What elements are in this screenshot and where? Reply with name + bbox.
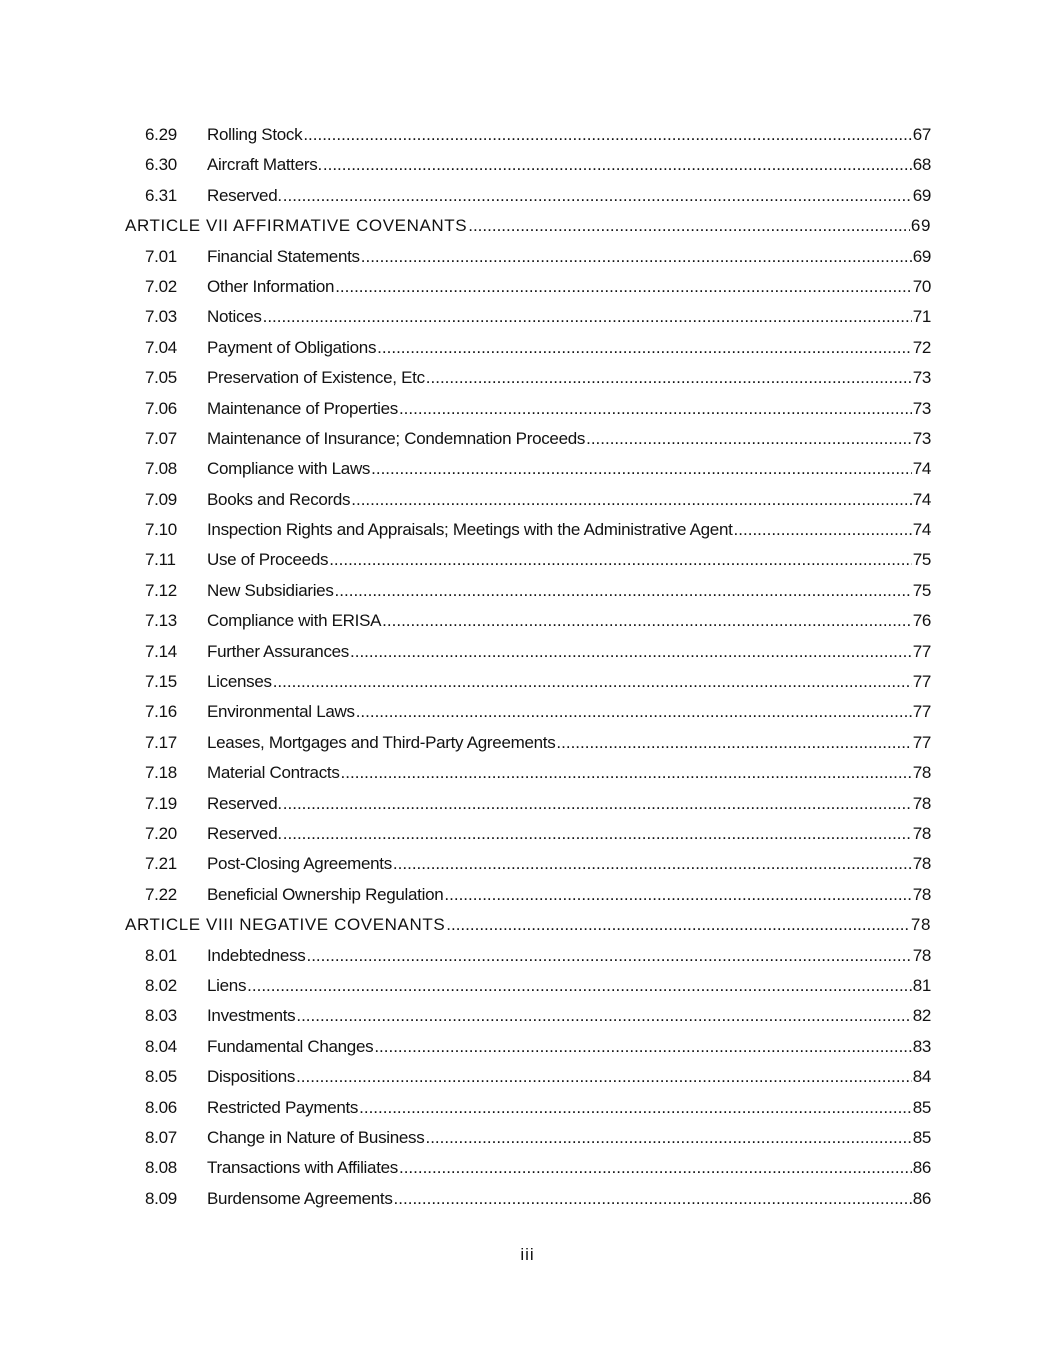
toc-section-title: Aircraft Matters. [207,155,322,175]
toc-section-title: ARTICLE VII AFFIRMATIVE COVENANTS [125,216,468,236]
toc-entry[interactable] [0,272,1055,302]
toc-line [207,849,931,879]
toc-entry[interactable] [0,637,1055,667]
toc-entry[interactable] [0,1001,1055,1031]
toc-page-number: 70 [912,276,931,296]
toc-page-number: 75 [912,550,931,570]
toc-page-number: 78 [912,854,931,874]
toc-page-number: 69 [912,246,931,266]
dot-leader [283,789,912,819]
toc-section-number: 7.08 [145,459,177,479]
toc-page-number: 74 [912,459,931,479]
toc-page-number: 72 [912,337,931,357]
toc-line [207,181,931,211]
toc-line [207,485,931,515]
toc-section-title: Environmental Laws [207,702,355,722]
toc-entry[interactable] [0,181,1055,211]
dot-leader [393,849,912,879]
toc-page-number: 78 [912,884,931,904]
toc-line [207,1032,931,1062]
toc-line [207,333,931,363]
toc-line [207,1184,931,1214]
dot-leader [341,758,912,788]
toc-page-number: 86 [912,1158,931,1178]
toc-entry[interactable] [0,819,1055,849]
toc-line [207,242,931,272]
toc-section-number: 8.08 [145,1158,177,1178]
toc-section-title: Dispositions [207,1067,296,1087]
toc-line [207,1062,931,1092]
toc-page-number: 77 [912,672,931,692]
toc-entry[interactable] [0,697,1055,727]
toc-entry[interactable] [0,394,1055,424]
toc-entry[interactable] [0,758,1055,788]
toc-page-number: 78 [912,823,931,843]
toc-line [207,515,931,545]
toc-section-title: ARTICLE VIII NEGATIVE COVENANTS [125,915,446,935]
toc-entry[interactable] [0,880,1055,910]
toc-page-number: 86 [912,1188,931,1208]
toc-line [207,1123,931,1153]
toc-page-number: 69 [912,185,931,205]
toc-section-title: Notices [207,307,262,327]
table-of-contents [0,120,1055,1214]
toc-entry[interactable] [0,1184,1055,1214]
toc-entry[interactable] [0,941,1055,971]
toc-section-title: New Subsidiaries [207,580,334,600]
toc-entry[interactable] [0,150,1055,180]
toc-entry[interactable] [0,1123,1055,1153]
dot-leader [361,242,912,272]
toc-line [207,789,931,819]
dot-leader [263,302,912,332]
toc-section-number: 8.05 [145,1067,177,1087]
toc-section-title: Investments [207,1006,296,1026]
toc-page-number: 76 [912,611,931,631]
toc-section-title: Fundamental Changes [207,1036,374,1056]
toc-line [207,728,931,758]
toc-line [207,302,931,332]
toc-entry[interactable] [0,849,1055,879]
toc-line [207,667,931,697]
dot-leader [371,454,912,484]
toc-entry[interactable] [0,971,1055,1001]
dot-leader [394,1184,912,1214]
toc-section-number: 8.09 [145,1188,177,1208]
toc-entry[interactable] [0,667,1055,697]
toc-section-number: 7.14 [145,641,177,661]
toc-section-number: 7.09 [145,489,177,509]
toc-section-title: Financial Statements [207,246,360,266]
toc-section-number: 6.30 [145,155,177,175]
toc-page-number: 85 [912,1127,931,1147]
toc-page-number: 85 [912,1097,931,1117]
toc-section-title: Leases, Mortgages and Third-Party Agreements [207,732,556,752]
toc-line [207,1153,931,1183]
dot-leader [444,880,911,910]
toc-line [207,637,931,667]
toc-entry[interactable] [0,120,1055,150]
toc-section-title: Post-Closing Agreements [207,854,392,874]
toc-page-number: 82 [912,1006,931,1026]
toc-section-title: Licenses [207,672,272,692]
toc-section-title: Reserved. [207,793,282,813]
toc-line [207,1001,931,1031]
toc-section-number: 7.21 [145,854,177,874]
toc-article-heading[interactable] [0,910,1055,940]
toc-page-number: 67 [912,125,931,144]
toc-entry[interactable] [0,728,1055,758]
toc-section-number: 7.05 [145,368,177,388]
dot-leader [306,941,911,971]
dot-leader [359,1093,912,1123]
toc-section-number: 8.03 [145,1006,177,1026]
toc-section-title: Compliance with Laws [207,459,371,479]
toc-section-number: 7.03 [145,307,177,327]
toc-line [207,758,931,788]
toc-line [207,363,931,393]
toc-entry[interactable] [0,242,1055,272]
toc-section-number: 7.11 [145,550,176,570]
dot-leader [323,150,912,180]
toc-entry[interactable] [0,363,1055,393]
toc-section-number: 7.12 [145,580,177,600]
dot-leader [374,1032,911,1062]
toc-line [207,697,931,727]
toc-section-number: 6.29 [145,125,177,144]
toc-line [207,454,931,484]
toc-section-number: 8.01 [145,945,177,965]
toc-section-number: 7.13 [145,611,177,631]
dot-leader [351,485,911,515]
toc-section-title: Preservation of Existence, Etc [207,368,425,388]
toc-section-title: Liens [207,975,247,995]
toc-section-title: Rolling Stock [207,125,303,144]
dot-leader [283,819,912,849]
toc-section-number: 7.19 [145,793,177,813]
dot-leader [399,1153,912,1183]
toc-line [125,211,931,241]
toc-entry[interactable] [0,606,1055,636]
toc-section-title: Payment of Obligations [207,337,377,357]
toc-section-number: 6.31 [145,185,177,205]
page-number: iii [520,1245,535,1264]
toc-section-title: Reserved. [207,185,282,205]
toc-section-title: Beneficial Ownership Regulation [207,884,444,904]
toc-entry[interactable] [0,454,1055,484]
toc-line [125,910,931,940]
dot-leader [283,181,912,211]
dot-leader [350,637,912,667]
toc-section-title: Maintenance of Properties [207,398,398,418]
toc-page-number: 83 [912,1036,931,1056]
toc-entry[interactable] [0,424,1055,454]
toc-page-number: 78 [912,793,931,813]
toc-entry[interactable] [0,576,1055,606]
toc-entry[interactable] [0,1032,1055,1062]
toc-entry[interactable] [0,545,1055,575]
toc-section-number: 8.02 [145,975,177,995]
toc-section-number: 7.17 [145,732,177,752]
dot-leader [356,697,912,727]
dot-leader [335,576,912,606]
toc-section-number: 7.06 [145,398,177,418]
toc-page-number: 81 [912,975,931,995]
toc-entry[interactable] [0,789,1055,819]
toc-line [207,150,931,180]
toc-page-number: 78 [912,763,931,783]
toc-line [207,880,931,910]
toc-line [207,120,931,150]
toc-page-number: 74 [912,489,931,509]
toc-entry[interactable] [0,515,1055,545]
toc-page-number: 71 [912,307,931,327]
dot-leader [296,1062,912,1092]
toc-section-number: 7.16 [145,702,177,722]
toc-line [207,606,931,636]
dot-leader [335,272,912,302]
toc-section-title: Transactions with Affiliates [207,1158,398,1178]
toc-section-title: Change in Nature of Business [207,1127,425,1147]
toc-entry[interactable] [0,1153,1055,1183]
toc-line [207,576,931,606]
toc-section-title: Books and Records [207,489,351,509]
dot-leader [247,971,912,1001]
toc-section-number: 7.04 [145,337,177,357]
toc-page-number: 69 [910,216,931,236]
dot-leader [425,1123,911,1153]
toc-line [207,819,931,849]
toc-section-title: Material Contracts [207,763,340,783]
toc-section-number: 7.20 [145,823,177,843]
toc-entry[interactable] [0,1093,1055,1123]
toc-section-number: 8.06 [145,1097,177,1117]
toc-line [207,1093,931,1123]
toc-section-title: Burdensome Agreements [207,1188,393,1208]
toc-page-number: 75 [912,580,931,600]
toc-entry[interactable] [0,302,1055,332]
toc-section-number: 7.15 [145,672,177,692]
toc-section-number: 7.18 [145,763,177,783]
toc-page-number: 73 [912,368,931,388]
toc-section-number: 8.07 [145,1127,177,1147]
toc-page-number: 74 [912,520,931,540]
toc-page-number: 68 [912,155,931,175]
toc-line [207,941,931,971]
toc-page-number: 77 [912,702,931,722]
toc-section-number: 7.10 [145,520,177,540]
toc-section-title: Use of Proceeds [207,550,329,570]
dot-leader [586,424,912,454]
dot-leader [556,728,911,758]
dot-leader [382,606,912,636]
dot-leader [446,910,910,940]
toc-section-title: Inspection Rights and Appraisals; Meetings with the Administrative Agent [207,520,733,540]
toc-page-number: 78 [912,945,931,965]
toc-line [207,272,931,302]
toc-page-number: 77 [912,732,931,752]
dot-leader [303,120,911,150]
toc-line [207,394,931,424]
toc-section-number: 7.02 [145,276,177,296]
dot-leader [273,667,912,697]
toc-section-number: 8.04 [145,1036,177,1056]
toc-section-title: Further Assurances [207,641,349,661]
dot-leader [399,394,912,424]
toc-section-number: 7.22 [145,884,177,904]
toc-line [207,545,931,575]
toc-page-number: 77 [912,641,931,661]
toc-article-heading[interactable] [0,211,1055,241]
toc-line [207,971,931,1001]
toc-page-number: 78 [910,915,931,935]
dot-leader [296,1001,911,1031]
dot-leader [426,363,912,393]
dot-leader [468,211,910,241]
toc-entry[interactable] [0,485,1055,515]
toc-section-title: Other Information [207,276,335,296]
toc-line [207,424,931,454]
toc-entry[interactable] [0,333,1055,363]
dot-leader [329,545,912,575]
toc-section-title: Compliance with ERISA [207,611,382,631]
toc-section-title: Restricted Payments [207,1097,359,1117]
dot-leader [377,333,912,363]
toc-page-number: 73 [912,398,931,418]
toc-section-title: Reserved. [207,823,282,843]
toc-page-number: 84 [912,1067,931,1087]
toc-section-title: Maintenance of Insurance; Condemnation Proceeds [207,428,586,448]
toc-page-number: 73 [912,428,931,448]
dot-leader [734,515,912,545]
toc-section-title: Indebtedness [207,945,306,965]
toc-section-number: 7.07 [145,428,177,448]
toc-section-number: 7.01 [145,246,177,266]
toc-entry[interactable] [0,1062,1055,1092]
